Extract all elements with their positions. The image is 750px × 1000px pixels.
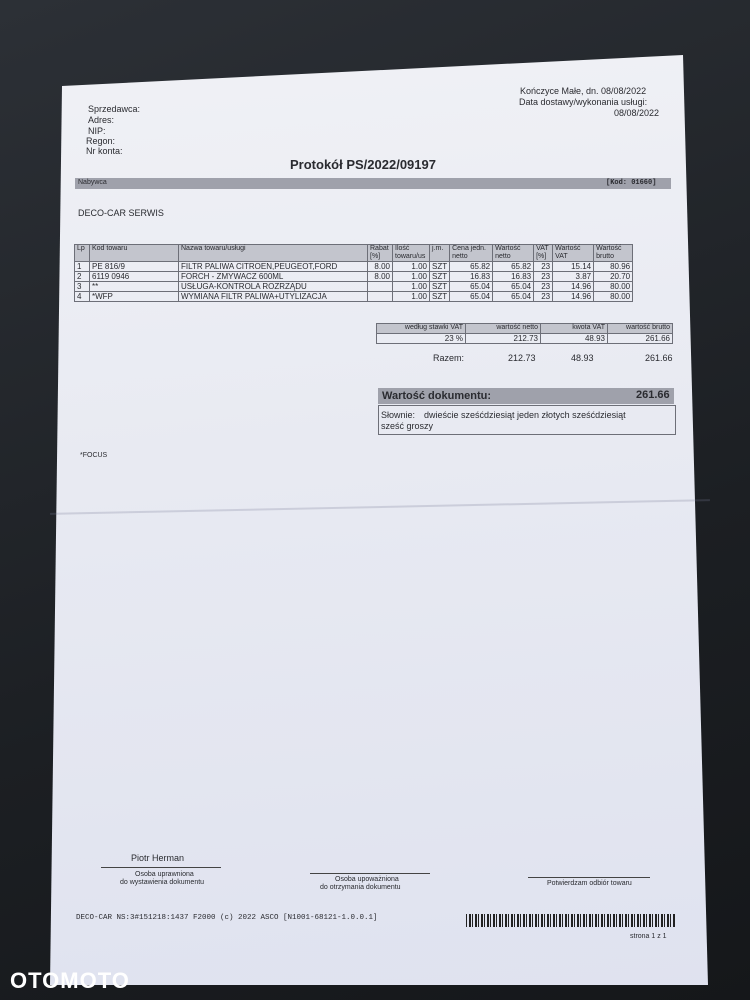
seller-label: Sprzedawca: [88,104,141,114]
account-label: Nr konta: [86,146,123,156]
signer-name: Piotr Herman [131,853,185,863]
row-lp: 1 [75,262,90,272]
row-quantity: 1.00 [393,262,430,272]
items-table [74,244,633,302]
row-gross-value: 80.96 [594,262,633,272]
issuer-caption-line2: do wystawienia dokumentu [120,879,205,886]
row-vat-rate: 23 [534,292,553,302]
place-date: Kończyce Małe, dn. 08/08/2022 [520,86,647,96]
row-lp: 4 [75,292,90,302]
header-gross-value: Wartość brutto [594,245,633,262]
row-discount: 8.00 [368,272,393,282]
otomoto-watermark: OTOMOTO [10,968,130,993]
row-net-value: 65.82 [493,262,534,272]
table-row [75,292,633,302]
row-vat-value: 14.96 [553,282,594,292]
buyer-bar [75,178,671,189]
row-unit-price: 16.83 [450,272,493,282]
header-vat: kwota VAT [541,324,608,334]
gross-value: 261.66 [608,334,673,344]
issuer-caption-line1: Osoba uprawniona [135,871,194,878]
header-vat-rate: VAT [%] [534,245,553,262]
row-gross-value: 20.70 [594,272,633,282]
document-value-label: Wartość dokumentu: [382,390,491,402]
header-net-value: Wartość netto [493,245,534,262]
row-quantity: 1.00 [393,272,430,282]
vat-summary-header [377,324,673,334]
row-name: FILTR PALIWA CITROEN,PEUGEOT,FORD [179,262,368,272]
buyer-label: Nabywca [78,179,107,186]
confirm-signature-line [528,877,650,878]
row-net-value: 16.83 [493,272,534,282]
table-row [75,262,633,272]
vat-summary-row [377,334,673,344]
buyer-code: [Kod: 01660] [606,179,657,187]
row-code: *WFP [90,292,179,302]
row-name: WYMIANA FILTR PALIWA+UTYLIZACJA [179,292,368,302]
total-vat: 48.93 [571,353,594,363]
receiver-caption-line1: Osoba upoważniona [335,876,399,883]
row-unit-price: 65.04 [450,292,493,302]
table-row [75,272,633,282]
row-discount [368,282,393,292]
header-unit-price: Cena jedn. netto [450,245,493,262]
row-vat-rate: 23 [534,262,553,272]
table-row [75,282,633,292]
row-gross-value: 80.00 [594,282,633,292]
vat-value: 48.93 [541,334,608,344]
header-vat-value: Wartość VAT [553,245,594,262]
row-code: 6119 0946 [90,272,179,282]
header-vat-rate: według stawki VAT [377,324,466,334]
header-name: Nazwa towaru/usługi [179,245,368,262]
amount-in-words-line2: sześć groszy [381,421,434,431]
document-title: Protokół PS/2022/09197 [290,157,436,172]
row-lp: 2 [75,272,90,282]
total-net: 212.73 [508,353,536,363]
delivery-date: 08/08/2022 [614,108,660,118]
net-value: 212.73 [466,334,541,344]
row-vat-value: 15.14 [553,262,594,272]
row-quantity: 1.00 [393,292,430,302]
vat-summary-table [376,323,673,344]
row-vat-value: 14.96 [553,292,594,302]
header-unit: j.m. [430,245,450,262]
row-unit-price: 65.04 [450,282,493,292]
row-vat-value: 3.87 [553,272,594,282]
header-discount: Rabat [%] [368,245,393,262]
confirm-caption: Potwierdzam odbiór towaru [547,880,632,887]
row-unit-price: 65.82 [450,262,493,272]
row-net-value: 65.04 [493,282,534,292]
row-net-value: 65.04 [493,292,534,302]
nip-label: NIP: [88,126,106,136]
row-discount: 8.00 [368,262,393,272]
row-lp: 3 [75,282,90,292]
delivery-label: Data dostawy/wykonania usługi: [519,97,648,107]
regon-label: Regon: [86,136,116,146]
vat-rate-value: 23 % [377,334,466,344]
address-label: Adres: [88,115,115,125]
row-gross-value: 80.00 [594,292,633,302]
receiver-caption-line2: do otrzymania dokumentu [320,884,401,891]
words-label: Słownie: [381,410,416,420]
row-unit: SZT [430,262,450,272]
page-number: strona 1 z 1 [630,933,667,940]
row-quantity: 1.00 [393,282,430,292]
header-gross: wartość brutto [608,324,673,334]
receiver-signature-line [310,873,430,874]
footnote: *FOCUS [80,452,108,459]
header-lp: Lp [75,245,90,262]
row-name: USŁUGA-KONTROLA ROZRZĄDU [179,282,368,292]
issuer-signature-line [101,867,221,868]
software-footer: DECO-CAR NS:3#151218:1437 F2000 (c) 2022 ASCO [N1001-68121-1.0.0.1] [76,914,378,922]
amount-in-words-line1: dwieście sześćdziesiąt jeden złotych sześćdziesiąt [424,410,626,420]
row-vat-rate: 23 [534,282,553,292]
row-unit: SZT [430,292,450,302]
row-code: PE 816/9 [90,262,179,272]
header-code: Kod towaru [90,245,179,262]
row-code: ** [90,282,179,292]
row-vat-rate: 23 [534,272,553,282]
header-quantity: Ilość towaru/us [393,245,430,262]
total-gross: 261.66 [645,353,673,363]
row-unit: SZT [430,282,450,292]
total-label: Razem: [433,353,465,363]
row-name: FORCH - ZMYWACZ 600ML [179,272,368,282]
items-header-row [75,245,633,262]
barcode [466,914,676,927]
buyer-name: DECO-CAR SERWIS [78,208,164,218]
header-net: wartość netto [466,324,541,334]
document-value-amount: 261.66 [636,389,670,401]
row-unit: SZT [430,272,450,282]
row-discount [368,292,393,302]
